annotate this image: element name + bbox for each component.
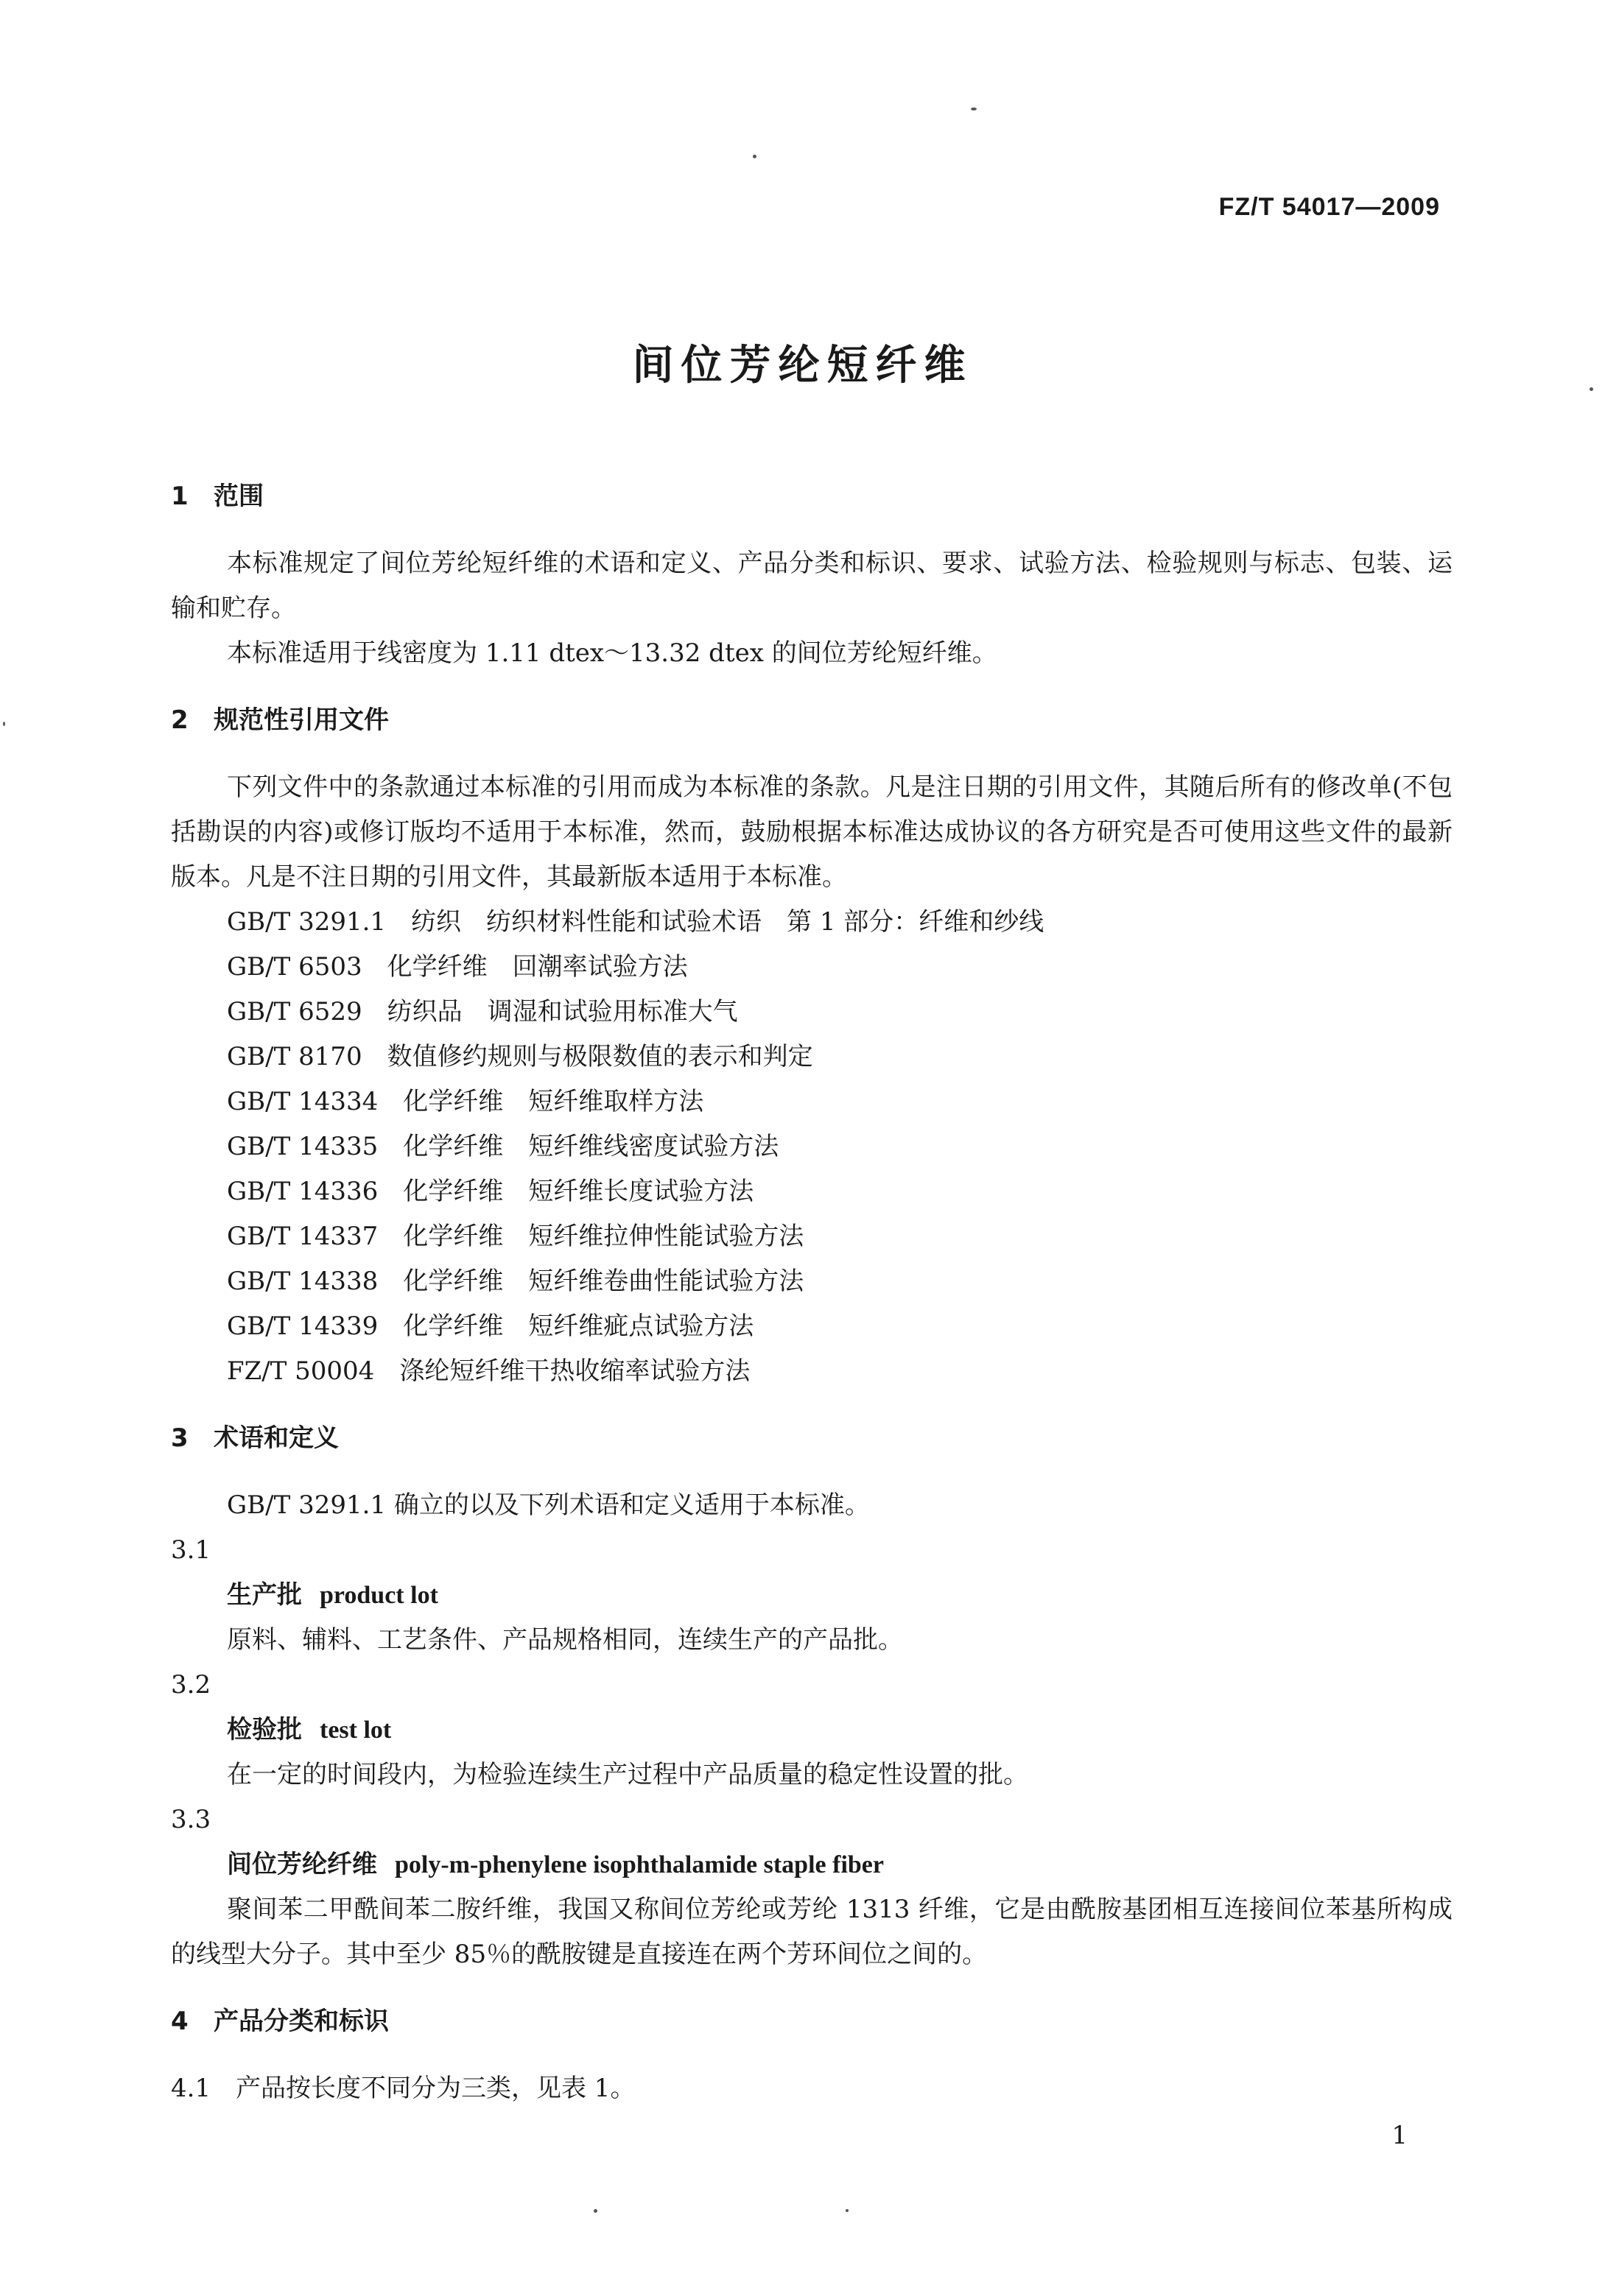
section-number: 1 [171, 482, 189, 511]
reference-item [171, 1304, 1453, 1349]
reference-code: GB/T 14334 [227, 1087, 379, 1116]
reference-title: 数值修约规则与极限数值的表示和判定 [387, 1042, 813, 1071]
reference-code: GB/T 8170 [227, 1042, 362, 1071]
clause [171, 2066, 1453, 2111]
scan-speck [846, 2209, 849, 2212]
page-number: 1 [1391, 2121, 1408, 2150]
reference-title: 化学纤维 短纤维取样方法 [403, 1087, 704, 1116]
term-name-en: test lot [320, 1716, 392, 1744]
reference-title: 化学纤维 回潮率试验方法 [387, 952, 688, 982]
reference-code: GB/T 14337 [227, 1222, 379, 1251]
section-heading [171, 474, 1453, 519]
reference-item [171, 945, 1453, 990]
reference-code: GB/T 3291.1 [227, 907, 387, 937]
reference-item [171, 1035, 1453, 1080]
reference-code: FZ/T 50004 [227, 1356, 375, 1386]
reference-list [171, 900, 1453, 1394]
section-heading [171, 1999, 1453, 2044]
term-definition: 在一定的时间段内，为检验连续生产过程中产品质量的稳定性设置的批。 [227, 1760, 1028, 1789]
reference-code: GB/T 14338 [227, 1267, 379, 1296]
reference-code: GB/T 6529 [227, 997, 362, 1026]
reference-title: 涤纶短纤维干热收缩率试验方法 [399, 1356, 751, 1386]
section-heading [171, 698, 1453, 743]
reference-title: 化学纤维 短纤维线密度试验方法 [403, 1132, 779, 1161]
clause-text: 产品按长度不同分为三类，见表 1。 [236, 2074, 636, 2103]
reference-code: GB/T 14339 [227, 1311, 379, 1341]
section-number: 3 [171, 1423, 189, 1453]
scan-speck [753, 155, 756, 158]
scan-speck [3, 722, 5, 726]
clause-number: 4.1 [171, 2074, 211, 2103]
term-number: 3.2 [171, 1670, 211, 1700]
section-number: 2 [171, 705, 189, 735]
reference-title: 纺织 纺织材料性能和试验术语 第 1 部分：纤维和纱线 [411, 907, 1044, 937]
section-title: 术语和定义 [214, 1423, 339, 1453]
reference-title: 纺织品 调湿和试验用标准大气 [387, 997, 738, 1026]
document-body [171, 474, 1453, 2111]
reference-item [171, 1124, 1453, 1169]
reference-item [171, 900, 1453, 945]
reference-code: GB/T 6503 [227, 952, 362, 982]
term-number: 3.3 [171, 1805, 211, 1834]
reference-item [171, 1259, 1453, 1304]
scan-speck [1590, 387, 1593, 391]
reference-item [171, 1214, 1453, 1259]
scan-speck [594, 2209, 597, 2213]
section-title: 规范性引用文件 [214, 705, 389, 735]
section-number: 4 [171, 2007, 189, 2036]
term-number: 3.1 [171, 1535, 211, 1565]
term-name-zh: 检验批 [227, 1715, 302, 1744]
reference-item [171, 990, 1453, 1035]
document-code: FZ/T 54017—2009 [1218, 193, 1440, 221]
document-title: 间位芳纶短纤维 [632, 342, 973, 390]
term-name-en: poly-m-phenylene isophthalamide staple fiber [395, 1851, 884, 1878]
term-name [171, 1708, 1453, 1753]
reference-title: 化学纤维 短纤维长度试验方法 [403, 1177, 754, 1206]
term-definition: 聚间苯二甲酰间苯二胺纤维，我国又称间位芳纶或芳纶 1313 纤维，它是由酰胺基团相互连接间位苯基所构成的线型大分子。其中至少 85％的酰胺键是直接连在两个芳环间位之间的。 [171, 1895, 1453, 1969]
reference-title: 化学纤维 短纤维拉伸性能试验方法 [403, 1222, 804, 1251]
reference-title: 化学纤维 短纤维卷曲性能试验方法 [403, 1267, 804, 1296]
reference-item [171, 1349, 1453, 1394]
term-name [171, 1842, 1453, 1887]
reference-item [171, 1169, 1453, 1214]
term-definition: 原料、辅料、工艺条件、产品规格相同，连续生产的产品批。 [227, 1625, 903, 1655]
term-name-zh: 间位芳纶纤维 [227, 1850, 377, 1879]
section-title: 范围 [214, 482, 264, 511]
reference-title: 化学纤维 短纤维疵点试验方法 [403, 1311, 754, 1341]
reference-item [171, 1080, 1453, 1124]
paragraph: GB/T 3291.1 确立的以及下列术语和定义适用于本标准。 [227, 1490, 870, 1520]
paragraph: 下列文件中的条款通过本标准的引用而成为本标准的条款。凡是注日期的引用文件，其随后所有的修改单(不包括勘误的内容)或修订版均不适用于本标准，然而，鼓励根据本标准达成协议的各方研究是否可使用这些文件的最新版本。凡是不注日期的引用文件，其最新版本适用于本标准。 [171, 772, 1453, 892]
section-title: 产品分类和标识 [214, 2007, 389, 2036]
paragraph: 本标准规定了间位芳纶短纤维的术语和定义、产品分类和标识、要求、试验方法、检验规则与标志、包装、运输和贮存。 [171, 549, 1453, 623]
term-name-zh: 生产批 [227, 1580, 302, 1610]
reference-code: GB/T 14336 [227, 1177, 379, 1206]
term-name [171, 1573, 1453, 1618]
term-name-en: product lot [320, 1582, 438, 1609]
scan-speck [971, 108, 977, 110]
paragraph: 本标准适用于线密度为 1.11 dtex～13.32 dtex 的间位芳纶短纤维。 [227, 638, 997, 668]
reference-code: GB/T 14335 [227, 1132, 379, 1161]
section-heading [171, 1416, 1453, 1461]
